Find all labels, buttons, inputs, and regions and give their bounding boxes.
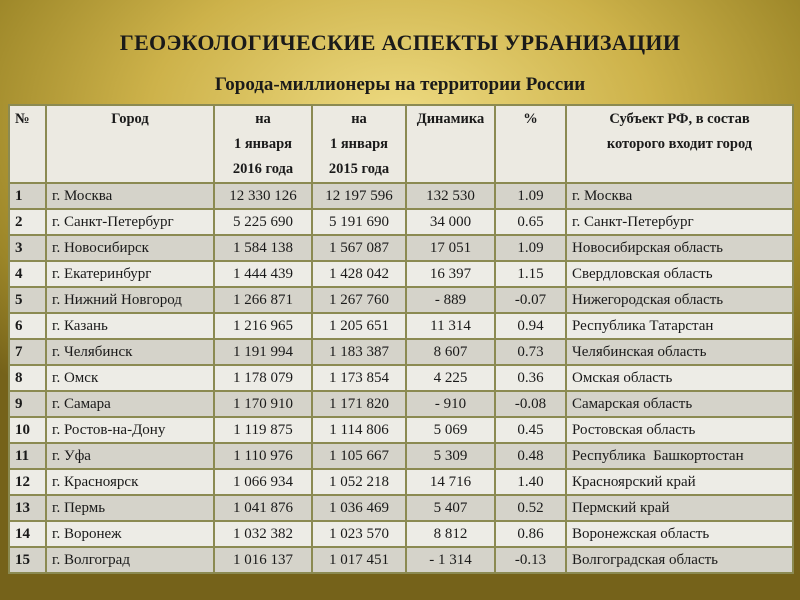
table-row bbox=[9, 183, 793, 209]
population-change: 4 225 bbox=[406, 365, 495, 391]
city-name: г. Красноярск bbox=[46, 469, 214, 495]
federal-subject: Воронежская область bbox=[566, 521, 793, 547]
population-change: 17 051 bbox=[406, 235, 495, 261]
col-header-percent: % bbox=[495, 105, 566, 183]
federal-subject: Красноярский край bbox=[566, 469, 793, 495]
population-2016: 1 041 876 bbox=[214, 495, 312, 521]
city-name: г. Пермь bbox=[46, 495, 214, 521]
table-row bbox=[9, 287, 793, 313]
population-2015: 1 267 760 bbox=[312, 287, 406, 313]
population-2015: 12 197 596 bbox=[312, 183, 406, 209]
population-2015: 1 114 806 bbox=[312, 417, 406, 443]
percent-change: 0.45 bbox=[495, 417, 566, 443]
table-row bbox=[9, 209, 793, 235]
row-number: 14 bbox=[9, 521, 46, 547]
federal-subject: г. Санкт-Петербург bbox=[566, 209, 793, 235]
city-name: г. Уфа bbox=[46, 443, 214, 469]
col-header-number: № bbox=[9, 105, 46, 183]
population-2016: 1 266 871 bbox=[214, 287, 312, 313]
percent-change: 1.40 bbox=[495, 469, 566, 495]
city-name: г. Новосибирск bbox=[46, 235, 214, 261]
city-name: г. Санкт-Петербург bbox=[46, 209, 214, 235]
percent-change: 1.09 bbox=[495, 235, 566, 261]
table-row bbox=[9, 547, 793, 573]
city-name: г. Нижний Новгород bbox=[46, 287, 214, 313]
table-row bbox=[9, 313, 793, 339]
percent-change: 0.36 bbox=[495, 365, 566, 391]
city-name: г. Казань bbox=[46, 313, 214, 339]
table-header-row bbox=[9, 105, 793, 183]
row-number: 15 bbox=[9, 547, 46, 573]
col-header-dynamics: Динамика bbox=[406, 105, 495, 183]
percent-change: -0.07 bbox=[495, 287, 566, 313]
population-2016: 1 584 138 bbox=[214, 235, 312, 261]
table-row bbox=[9, 365, 793, 391]
percent-change: 1.09 bbox=[495, 183, 566, 209]
population-change: 5 309 bbox=[406, 443, 495, 469]
col-header-2016: на 1 января 2016 года bbox=[214, 105, 312, 183]
city-name: г. Екатеринбург bbox=[46, 261, 214, 287]
population-change: 14 716 bbox=[406, 469, 495, 495]
federal-subject: Самарская область bbox=[566, 391, 793, 417]
population-change: 5 069 bbox=[406, 417, 495, 443]
population-change: - 1 314 bbox=[406, 547, 495, 573]
federal-subject: Новосибирская область bbox=[566, 235, 793, 261]
slide-title: ГЕОЭКОЛОГИЧЕСКИЕ АСПЕКТЫ УРБАНИЗАЦИИ bbox=[119, 30, 681, 55]
federal-subject: Свердловская область bbox=[566, 261, 793, 287]
percent-change: 0.48 bbox=[495, 443, 566, 469]
population-change: 16 397 bbox=[406, 261, 495, 287]
population-2015: 1 052 218 bbox=[312, 469, 406, 495]
row-number: 3 bbox=[9, 235, 46, 261]
row-number: 6 bbox=[9, 313, 46, 339]
federal-subject: Пермский край bbox=[566, 495, 793, 521]
population-change: 8 607 bbox=[406, 339, 495, 365]
row-number: 13 bbox=[9, 495, 46, 521]
city-name: г. Самара bbox=[46, 391, 214, 417]
city-name: г. Омск bbox=[46, 365, 214, 391]
millionaire-cities-table bbox=[8, 104, 794, 574]
population-change: - 889 bbox=[406, 287, 495, 313]
row-number: 9 bbox=[9, 391, 46, 417]
col-header-2015: на 1 января 2015 года bbox=[312, 105, 406, 183]
row-number: 2 bbox=[9, 209, 46, 235]
slide-subtitle: Города-миллионеры на территории России bbox=[214, 74, 586, 95]
city-name: г. Москва bbox=[46, 183, 214, 209]
row-number: 1 bbox=[9, 183, 46, 209]
population-2016: 1 016 137 bbox=[214, 547, 312, 573]
population-2015: 1 173 854 bbox=[312, 365, 406, 391]
percent-change: -0.13 bbox=[495, 547, 566, 573]
population-change: 5 407 bbox=[406, 495, 495, 521]
table-row bbox=[9, 235, 793, 261]
population-2015: 1 567 087 bbox=[312, 235, 406, 261]
population-change: - 910 bbox=[406, 391, 495, 417]
percent-change: 0.94 bbox=[495, 313, 566, 339]
percent-change: 0.73 bbox=[495, 339, 566, 365]
table-row bbox=[9, 339, 793, 365]
population-2016: 12 330 126 bbox=[214, 183, 312, 209]
percent-change: 0.65 bbox=[495, 209, 566, 235]
population-2016: 1 444 439 bbox=[214, 261, 312, 287]
city-name: г. Челябинск bbox=[46, 339, 214, 365]
population-2015: 1 428 042 bbox=[312, 261, 406, 287]
federal-subject: Омская область bbox=[566, 365, 793, 391]
row-number: 4 bbox=[9, 261, 46, 287]
percent-change: 0.52 bbox=[495, 495, 566, 521]
population-2016: 1 032 382 bbox=[214, 521, 312, 547]
city-name: г. Воронеж bbox=[46, 521, 214, 547]
federal-subject: Республика Татарстан bbox=[566, 313, 793, 339]
table-row bbox=[9, 469, 793, 495]
population-2016: 1 066 934 bbox=[214, 469, 312, 495]
city-name: г. Ростов-на-Дону bbox=[46, 417, 214, 443]
population-2015: 1 105 667 bbox=[312, 443, 406, 469]
population-2016: 5 225 690 bbox=[214, 209, 312, 235]
percent-change: -0.08 bbox=[495, 391, 566, 417]
table-row bbox=[9, 391, 793, 417]
percent-change: 1.15 bbox=[495, 261, 566, 287]
population-2015: 1 171 820 bbox=[312, 391, 406, 417]
city-name: г. Волгоград bbox=[46, 547, 214, 573]
table-row bbox=[9, 521, 793, 547]
population-2016: 1 216 965 bbox=[214, 313, 312, 339]
population-2016: 1 191 994 bbox=[214, 339, 312, 365]
population-change: 34 000 bbox=[406, 209, 495, 235]
population-change: 8 812 bbox=[406, 521, 495, 547]
population-change: 132 530 bbox=[406, 183, 495, 209]
federal-subject: г. Москва bbox=[566, 183, 793, 209]
row-number: 12 bbox=[9, 469, 46, 495]
col-header-city: Город bbox=[46, 105, 214, 183]
row-number: 5 bbox=[9, 287, 46, 313]
col-header-region: Субъект РФ, в состав которого входит город bbox=[566, 105, 793, 183]
population-2016: 1 178 079 bbox=[214, 365, 312, 391]
percent-change: 0.86 bbox=[495, 521, 566, 547]
federal-subject: Ростовская область bbox=[566, 417, 793, 443]
row-number: 8 bbox=[9, 365, 46, 391]
table-row bbox=[9, 417, 793, 443]
table-row bbox=[9, 495, 793, 521]
federal-subject: Челябинская область bbox=[566, 339, 793, 365]
population-change: 11 314 bbox=[406, 313, 495, 339]
population-2015: 1 017 451 bbox=[312, 547, 406, 573]
population-2016: 1 110 976 bbox=[214, 443, 312, 469]
population-2015: 1 036 469 bbox=[312, 495, 406, 521]
row-number: 11 bbox=[9, 443, 46, 469]
population-2015: 1 023 570 bbox=[312, 521, 406, 547]
federal-subject: Волгоградская область bbox=[566, 547, 793, 573]
population-2015: 1 205 651 bbox=[312, 313, 406, 339]
federal-subject: Республика Башкортостан bbox=[566, 443, 793, 469]
table-row bbox=[9, 443, 793, 469]
population-2015: 1 183 387 bbox=[312, 339, 406, 365]
federal-subject: Нижегородская область bbox=[566, 287, 793, 313]
row-number: 10 bbox=[9, 417, 46, 443]
population-2015: 5 191 690 bbox=[312, 209, 406, 235]
population-2016: 1 170 910 bbox=[214, 391, 312, 417]
population-2016: 1 119 875 bbox=[214, 417, 312, 443]
row-number: 7 bbox=[9, 339, 46, 365]
table-row bbox=[9, 261, 793, 287]
